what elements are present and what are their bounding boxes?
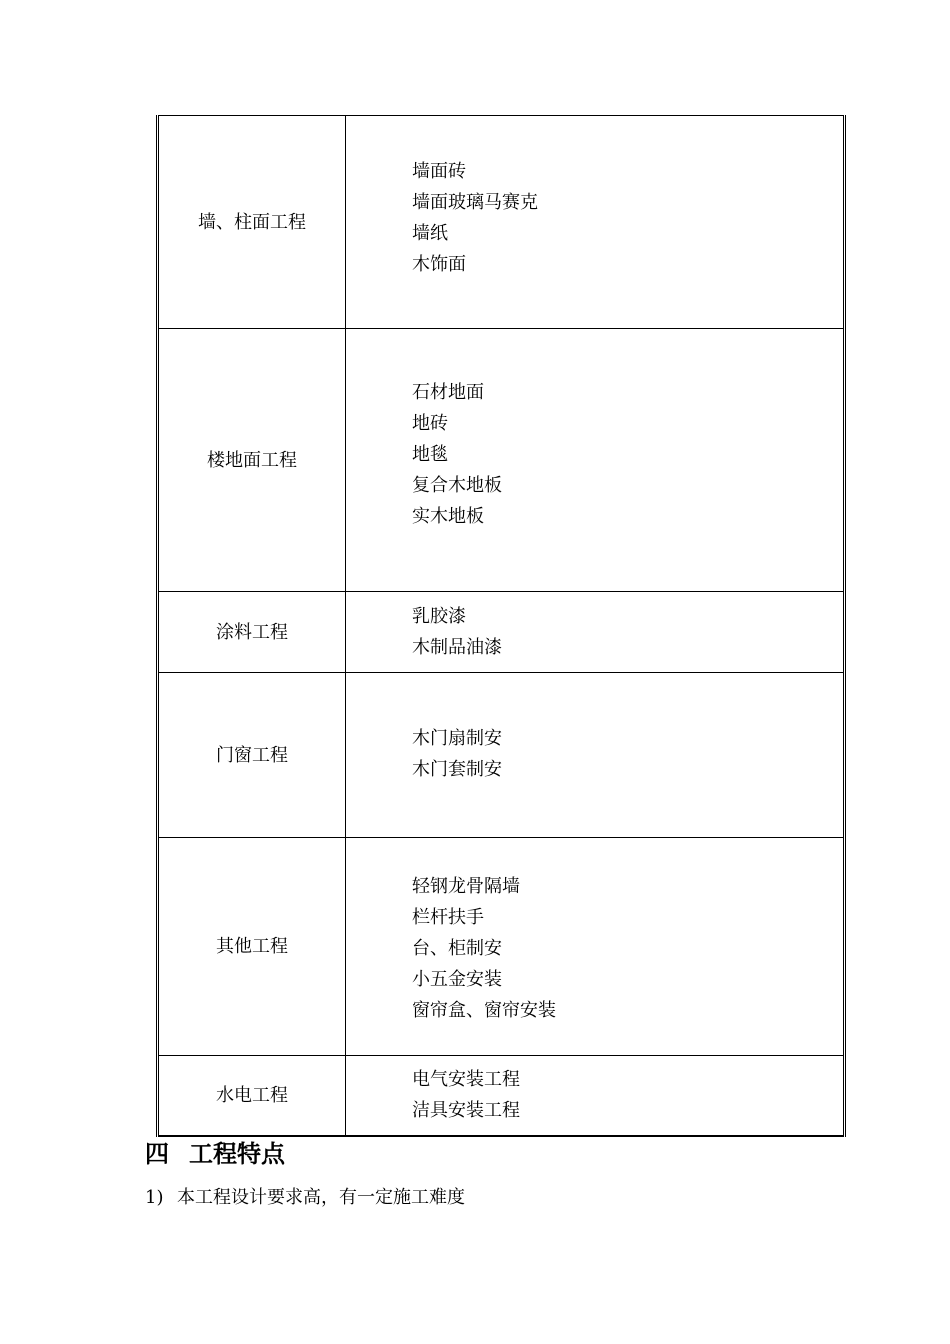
category-cell: 楼地面工程 — [158, 329, 346, 592]
list-item: 木门套制安 — [412, 759, 502, 780]
list-item: 台、柜制安 — [412, 938, 502, 959]
list-item: 木门扇制安 — [412, 728, 502, 749]
list-item: 洁具安装工程 — [412, 1100, 520, 1122]
items-cell — [346, 838, 845, 1056]
list-item: 木饰面 — [412, 254, 466, 275]
list-item: 墙面玻璃马赛克 — [412, 192, 538, 213]
items-cell — [346, 1056, 845, 1136]
list-item: 乳胶漆 — [412, 606, 466, 627]
category-cell: 门窗工程 — [158, 673, 346, 838]
items-cell — [346, 329, 845, 592]
list-item: 地毯 — [412, 443, 448, 465]
paragraph-text: 本工程设计要求高，有一定施工难度 — [177, 1187, 465, 1208]
table-row — [158, 592, 845, 673]
work-items-table — [156, 115, 846, 1137]
table-row — [158, 838, 845, 1056]
category-cell: 墙、柱面工程 — [158, 116, 346, 329]
paragraph-number: 1) — [145, 1187, 164, 1208]
table-row — [158, 329, 845, 592]
list-item: 轻钢龙骨隔墙 — [412, 876, 520, 897]
list-item: 墙纸 — [412, 223, 448, 244]
items-cell — [346, 673, 845, 838]
list-item: 窗帘盒、窗帘安装 — [412, 1000, 556, 1021]
table-row — [158, 1056, 845, 1136]
category-cell: 涂料工程 — [158, 592, 346, 673]
list-item: 实木地板 — [412, 505, 484, 527]
section-number: 四 — [145, 1140, 169, 1168]
list-item: 电气安装工程 — [412, 1069, 520, 1091]
section-title: 工程特点 — [189, 1140, 285, 1168]
list-item: 墙面砖 — [412, 161, 466, 182]
table-row — [158, 673, 845, 838]
category-cell: 水电工程 — [158, 1056, 346, 1136]
list-item: 栏杆扶手 — [412, 907, 484, 928]
paragraph — [145, 1184, 465, 1212]
list-item: 复合木地板 — [412, 474, 502, 496]
items-cell — [346, 116, 845, 329]
list-item: 木制品油漆 — [412, 637, 502, 658]
table-row — [158, 116, 845, 329]
category-cell: 其他工程 — [158, 838, 346, 1056]
list-item: 小五金安装 — [412, 969, 502, 990]
section-heading — [145, 1137, 285, 1171]
list-item: 石材地面 — [412, 381, 484, 403]
list-item: 地砖 — [412, 412, 448, 434]
items-cell — [346, 592, 845, 673]
